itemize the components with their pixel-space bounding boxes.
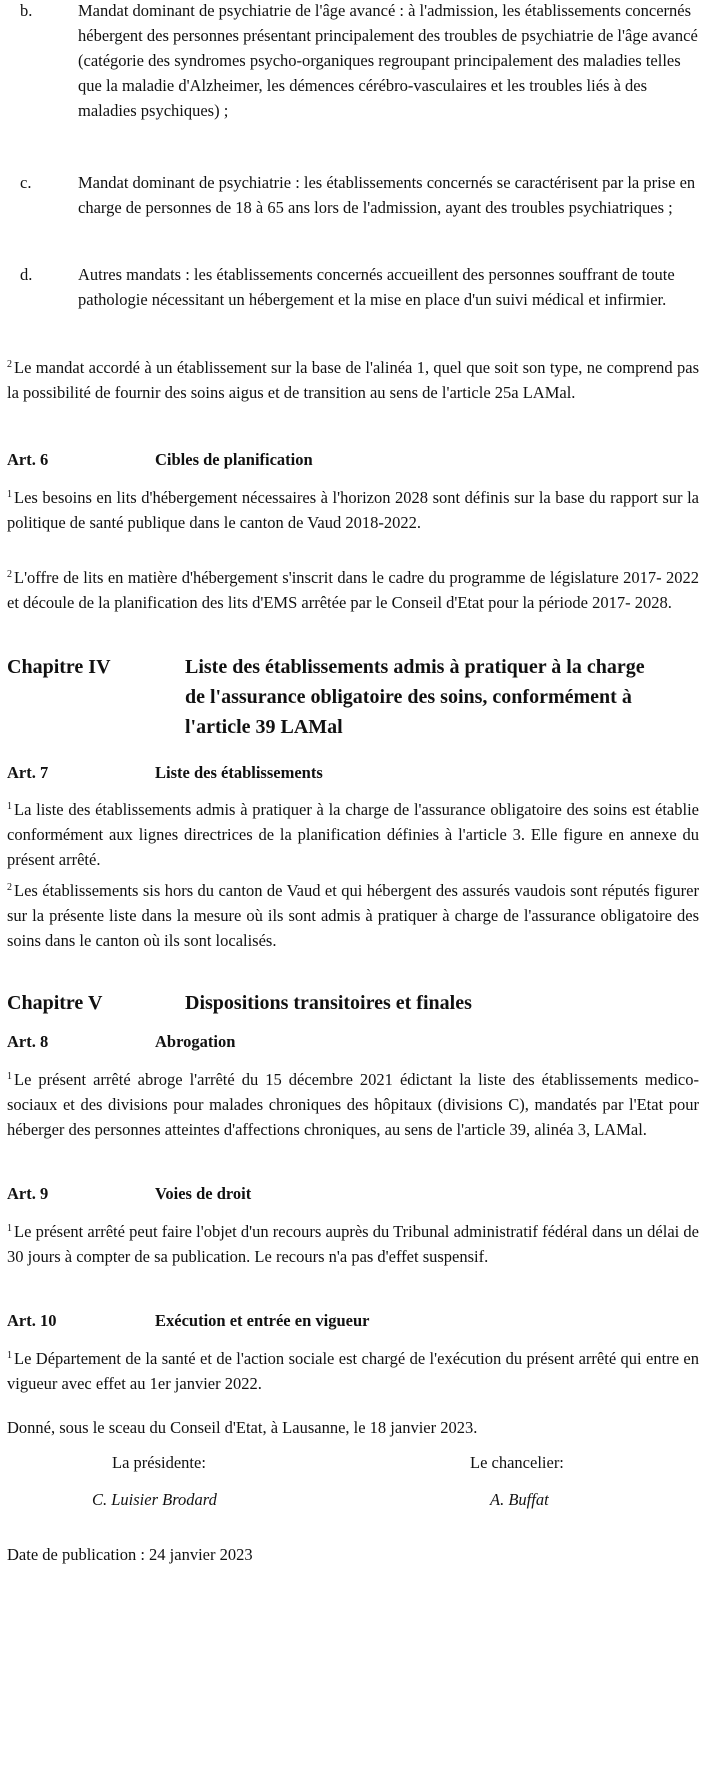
art7-paragraph-2	[7, 878, 699, 953]
paragraph-number: 1	[7, 801, 12, 812]
publication-date: Date de publication : 24 janvier 2023	[7, 1545, 253, 1564]
signature-left-name: C. Luisier Brodard	[92, 1490, 217, 1509]
paragraph-number: 1	[7, 489, 12, 500]
article-number: Art. 7	[7, 763, 49, 782]
list-letter: d.	[20, 265, 33, 284]
article-number: Art. 6	[7, 450, 49, 469]
list-text: Mandat dominant de psychiatrie : les établissements concernés se caractérisent par la prise en charge de personnes de 18 à 65 ans lors de l'admission, ayant des troubles psychiatriques ;	[78, 173, 696, 217]
paragraph-text: La liste des établissements admis à pratiquer à la charge de l'assurance obligatoire des soins est établie conformément aux lignes directrices de la planification définies à l'article 3. Elle figure en annexe du présent arrêté.	[7, 800, 699, 869]
signature-left-role: La présidente:	[112, 1453, 206, 1472]
chapter-title: Dispositions transitoires et finales	[185, 992, 472, 1014]
paragraph-text: Le présent arrêté abroge l'arrêté du 15 décembre 2021 édictant la liste des établissements medico-sociaux et des divisions pour malades chroniques des hôpitaux (divisions C), mandatés par l'Etat pour héberger des personnes atteintes d'affections chroniques, au sens de l'article 39, alinéa 3, LAMal.	[7, 1070, 699, 1139]
art8-paragraph-1	[7, 1067, 699, 1142]
article-title: Exécution et entrée en vigueur	[155, 1311, 370, 1330]
article-title: Abrogation	[155, 1032, 236, 1051]
paragraph-text: Le mandat accordé à un établissement sur la base de l'alinéa 1, quel que soit son type, ne comprend pas la possibilité de fournir des soins aigus et de transition au sens de l'article 25a LAMal.	[7, 358, 699, 402]
paragraph-number: 2	[7, 569, 12, 580]
art10-paragraph-1	[7, 1346, 699, 1396]
closing-statement: Donné, sous le sceau du Conseil d'Etat, à Lausanne, le 18 janvier 2023.	[7, 1418, 478, 1437]
chapter-title: Liste des établissements admis à pratiquer à la charge de l'assurance obligatoire des soins, conformément à l'article 39 LAMal	[185, 656, 645, 738]
art7-paragraph-1	[7, 797, 699, 872]
paragraph-number: 1	[7, 1350, 12, 1361]
article-number: Art. 9	[7, 1184, 49, 1203]
chapter-number: Chapitre V	[7, 992, 103, 1014]
list-text: Autres mandats : les établissements concernés accueillent des personnes souffrant de toute pathologie nécessitant un hébergement et la mise en place d'un suivi médical et infirmier.	[78, 265, 675, 309]
signature-right-role: Le chancelier:	[470, 1453, 564, 1472]
signature-right-name: A. Buffat	[490, 1490, 549, 1509]
list-letter: c.	[20, 173, 32, 192]
article-number: Art. 8	[7, 1032, 49, 1051]
paragraph-text: Les établissements sis hors du canton de Vaud et qui hébergent des assurés vaudois sont réputés figurer sur la présente liste dans la mesure où ils sont admis à pratiquer à charge de l'assurance obligatoire des soins dans le canton où ils sont localisés.	[7, 881, 699, 950]
art5-paragraph-2	[7, 355, 699, 405]
paragraph-number: 1	[7, 1071, 12, 1082]
article-number: Art. 10	[7, 1311, 57, 1330]
paragraph-text: L'offre de lits en matière d'hébergement s'inscrit dans le cadre du programme de législature 2017- 2022 et découle de la planification des lits d'EMS arrêtée par le Conseil d'Etat pour la période 2017- 2028.	[7, 568, 699, 612]
paragraph-text: Le Département de la santé et de l'action sociale est chargé de l'exécution du présent arrêté qui entre en vigueur avec effet au 1er janvier 2022.	[7, 1349, 699, 1393]
art9-paragraph-1	[7, 1219, 699, 1269]
art6-paragraph-2	[7, 565, 699, 615]
paragraph-number: 1	[7, 1223, 12, 1234]
list-text: Mandat dominant de psychiatrie de l'âge avancé : à l'admission, les établissements concernés hébergent des personnes présentant principalement des troubles de psychiatrie de l'âge avancé (catégorie des syndromes psycho-organiques regroupant principalement des maladies telles que la maladie d'Alzheimer, les démences cérébro-vasculaires et les troubles liés à des maladies psychiques) ;	[78, 1, 698, 120]
paragraph-number: 2	[7, 882, 12, 893]
paragraph-text: Les besoins en lits d'hébergement nécessaires à l'horizon 2028 sont définis sur la base du rapport sur la politique de santé publique dans le canton de Vaud 2018-2022.	[7, 488, 699, 532]
article-title: Cibles de planification	[155, 450, 313, 469]
article-title: Voies de droit	[155, 1184, 252, 1203]
paragraph-number: 2	[7, 359, 12, 370]
chapter-number: Chapitre IV	[7, 656, 111, 678]
art6-paragraph-1	[7, 485, 699, 535]
list-letter: b.	[20, 1, 33, 20]
article-title: Liste des établissements	[155, 763, 323, 782]
paragraph-text: Le présent arrêté peut faire l'objet d'un recours auprès du Tribunal administratif fédéral dans un délai de 30 jours à compter de sa publication. Le recours n'a pas d'effet suspensif.	[7, 1222, 699, 1266]
